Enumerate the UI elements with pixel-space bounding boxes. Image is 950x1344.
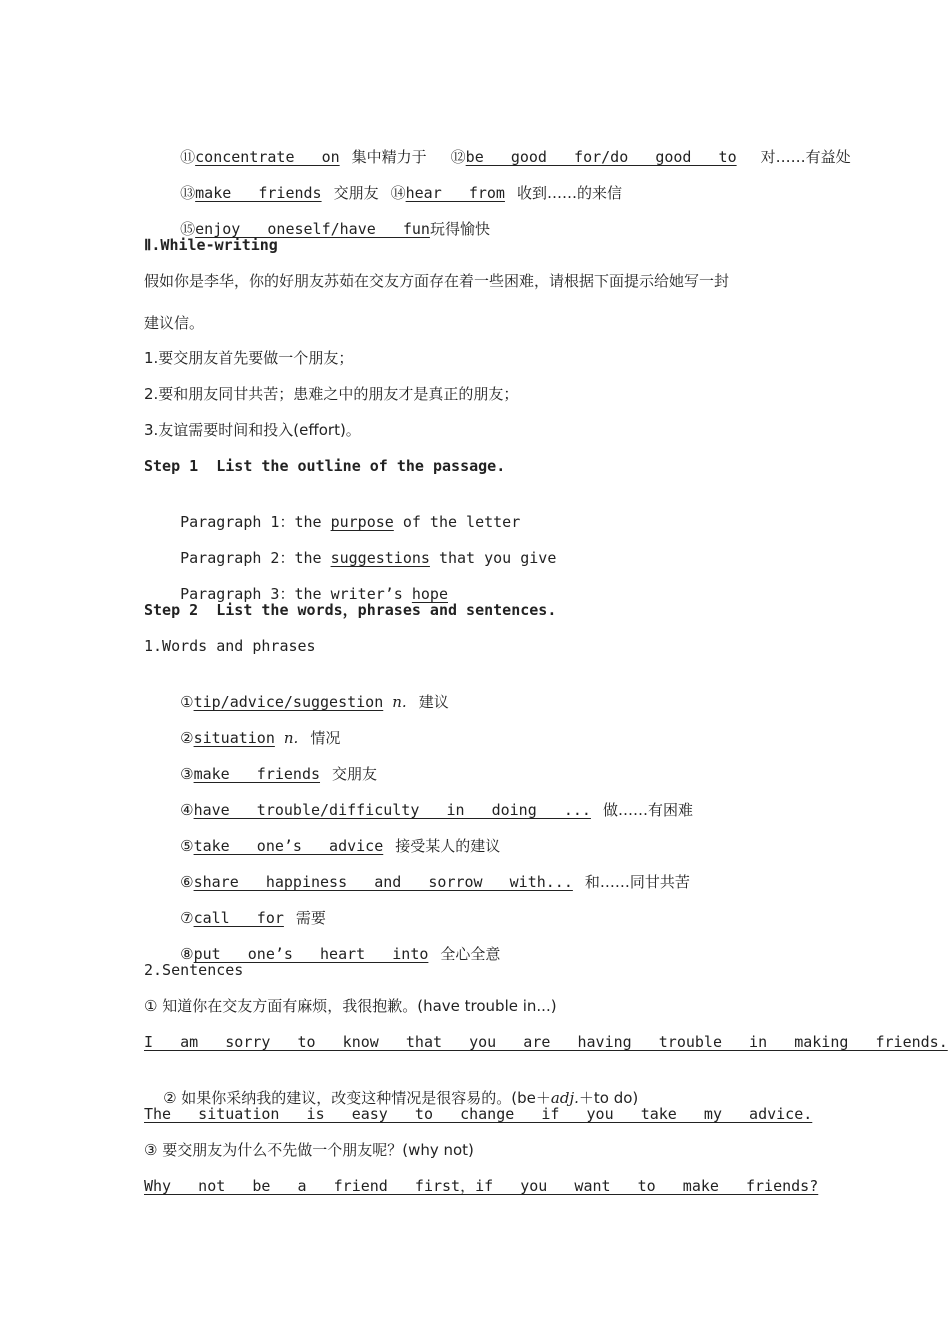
prompt-italic: adj. [550,1089,579,1107]
item-number: ⑬ [180,184,196,202]
answer-phrase: put one’s heart into [193,945,429,963]
sentence-answer-1: I am sorry to know that you are having trouble in making friends. [144,1033,948,1051]
task-intro-line2: 建议信。 [144,314,205,332]
phrase-meaning: 玩得愉快 [429,220,490,238]
outline-label: Paragraph 1：the [180,513,331,531]
sentences-title: 2.Sentences [144,961,244,979]
phrase-meaning: 接受某人的建议 [395,837,501,855]
phrase-meaning: 收到……的来信 [516,184,622,202]
phrase-meaning: 交朋友 [332,765,378,783]
item-number: ⑦ [180,909,194,927]
phrase-meaning: 需要 [295,909,326,927]
phrase-meaning: 做……有困难 [602,801,693,819]
outline-rest: of the letter [393,513,521,531]
item-number: ⑫ [450,148,466,166]
outline-rest: that you give [429,549,557,567]
phrase-meaning: 和……同甘共苦 [584,873,690,891]
sentence-prompt-1: ① 知道你在交友方面有麻烦，我很抱歉。(have trouble in...) [144,997,557,1015]
phrase-meaning: 集中精力于 [351,148,427,166]
answer-phrase: make friends [193,765,321,783]
answer-phrase: share happiness and sorrow with... [193,873,573,891]
task-point-2: 2.要和朋友同甘共苦；患难之中的朋友才是真正的朋友； [144,385,519,403]
item-number: ⑮ [180,220,196,238]
answer-phrase: enjoy oneself/have fun [195,220,430,238]
phrase-meaning: 交朋友 [333,184,379,202]
item-number: ② [180,729,194,747]
sentence-answer-3: Why not be a friend first，if you want to make friends? [144,1177,819,1195]
outline-answer: hope [411,585,448,603]
phrase-meaning: 全心全意 [440,945,501,963]
answer-phrase: take one’s advice [193,837,384,855]
task-point-1: 1.要交朋友首先要做一个朋友； [144,349,354,367]
item-number: ③ [180,765,194,783]
outline-label: Paragraph 3：the writer’s [180,585,412,603]
step1-heading: Step 1 List the outline of the passage. [144,457,506,475]
answer-phrase: call for [193,909,284,927]
item-number: ⑥ [180,873,194,891]
item-number: ⑤ [180,837,194,855]
phrase-meaning: 对……有益处 [760,148,851,166]
outline-answer: purpose [330,513,394,531]
item-number: ⑧ [180,945,194,963]
outline-answer: suggestions [330,549,430,567]
item-number: ⑪ [180,148,196,166]
phrase-meaning: 建议 [418,693,449,711]
item-number: ④ [180,801,194,819]
section-title: Ⅱ.While-writing [144,236,278,254]
sentence-prompt-3: ③ 要交朋友为什么不先做一个朋友呢？(why not) [144,1141,474,1159]
answer-phrase: make friends [195,184,322,202]
answer-phrase: situation [193,729,275,747]
answer-phrase: tip/advice/suggestion [193,693,384,711]
answer-phrase: be good for/do good to [465,148,737,166]
part-of-speech: n. [283,729,299,747]
outline-label: Paragraph 2：the [180,549,331,567]
prompt-text: ② 如果你采纳我的建议，改变这种情况是很容易的。(be＋ [163,1089,551,1107]
item-number: ① [180,693,194,711]
answer-phrase: have trouble/difficulty in doing ... [193,801,591,819]
answer-phrase: hear from [405,184,505,202]
words-title: 1.Words and phrases [144,637,316,655]
task-intro-line1: 假如你是李华，你的好朋友苏茹在交友方面存在着一些困难，请根据下面提示给她写一封 [144,272,730,290]
part-of-speech: n. [392,693,407,711]
step2-heading: Step 2 List the words，phrases and sentences. [144,601,557,619]
phrase-meaning: 情况 [310,729,341,747]
item-number: ⑭ [390,184,406,202]
task-point-3: 3.友谊需要时间和投入(effort)。 [144,421,361,439]
answer-phrase: concentrate on [195,148,340,166]
prompt-text-end: ＋to do) [578,1089,639,1107]
sentence-answer-2: The situation is easy to change if you take my advice. [144,1105,813,1123]
